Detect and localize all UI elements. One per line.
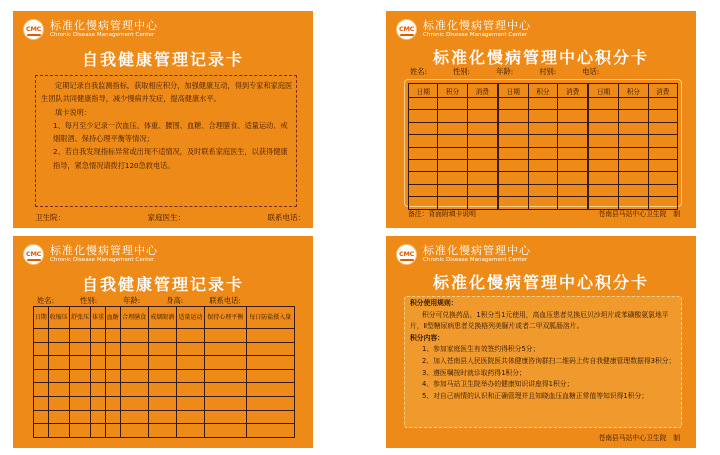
- table-cell[interactable]: [176, 424, 204, 438]
- table-cell[interactable]: [48, 396, 69, 410]
- column-header: 日期: [498, 84, 528, 98]
- record-card-back: [13, 236, 313, 448]
- column-header: 日期: [34, 307, 49, 329]
- table-cell[interactable]: [148, 369, 176, 383]
- column-header: 收缩压: [48, 307, 69, 329]
- table-cell[interactable]: [588, 159, 618, 171]
- center-logo: [396, 19, 531, 40]
- table-cell[interactable]: [91, 383, 106, 397]
- column-header: 积分: [528, 84, 557, 98]
- cmc-logo-icon: CMC: [23, 19, 44, 40]
- table-cell[interactable]: [48, 424, 69, 438]
- table-cell[interactable]: [148, 329, 176, 343]
- rule-item: 1、参加家庭医生有效签约得积分5分；: [422, 345, 540, 354]
- table-cell[interactable]: [246, 356, 294, 370]
- table-cell[interactable]: [648, 147, 678, 159]
- table-cell[interactable]: [409, 110, 438, 122]
- table-cell[interactable]: [467, 110, 497, 122]
- card-title: 自我健康管理记录卡: [81, 275, 244, 294]
- card-title: 标准化慢病管理中心积分卡: [432, 273, 649, 292]
- cmc-logo-icon: CMC: [23, 244, 44, 265]
- table-cell[interactable]: [558, 98, 588, 110]
- table-cell[interactable]: [467, 122, 497, 134]
- table-cell[interactable]: [120, 396, 148, 410]
- column-header: 日期: [588, 84, 618, 98]
- table-cell[interactable]: [409, 135, 438, 147]
- column-header: 血糖: [106, 307, 121, 329]
- table-cell[interactable]: [648, 110, 678, 122]
- notice-item-2: 2、若自我发现指标异常或出现不适情况，及时联系家庭医生，以获得健康指导，紧急情况请拨打120急救电话。: [53, 147, 288, 170]
- table-cell[interactable]: [588, 172, 618, 184]
- table-cell[interactable]: [588, 147, 618, 159]
- table-row: [34, 424, 295, 438]
- points-card-back: [386, 236, 696, 448]
- table-cell[interactable]: [619, 172, 648, 184]
- table-cell[interactable]: [619, 98, 648, 110]
- table-cell[interactable]: [34, 369, 49, 383]
- table-row: [409, 122, 678, 134]
- table-row: [409, 98, 678, 110]
- table-cell[interactable]: [498, 98, 528, 110]
- table-cell[interactable]: [498, 110, 528, 122]
- table-row: [34, 342, 295, 356]
- table-cell[interactable]: [409, 184, 438, 196]
- table-cell[interactable]: [528, 159, 557, 171]
- logo-name-en: Chronic Disease Management Center: [50, 32, 155, 38]
- table-row: [34, 356, 295, 370]
- table-cell[interactable]: [70, 342, 91, 356]
- table-cell[interactable]: [498, 135, 528, 147]
- table-cell[interactable]: [558, 184, 588, 196]
- notice-intro: 定期记录自我监测指标，获取相应积分，加强健康互动，得到专家和家庭医生团队共同健康指导，减少慢病并发症，提高健康水平。: [41, 81, 293, 104]
- table-cell[interactable]: [558, 110, 588, 122]
- rules-body: 积分可兑换药品，1积分当1元使用，高血压患者兑换厄贝沙坦片或苯磺酸氨氯地平片，Ⅱ型糖尿病患者兑换格列美脲片或者二甲双胍肠溶片。: [410, 310, 669, 331]
- table-cell[interactable]: [498, 159, 528, 171]
- table-cell[interactable]: [246, 396, 294, 410]
- table-cell[interactable]: [619, 184, 648, 196]
- table-cell[interactable]: [91, 410, 106, 424]
- table-cell[interactable]: [34, 396, 49, 410]
- patient-info-line: 姓名: 性别: 年龄: 村别: 电话:: [410, 67, 600, 76]
- logo-name-cn: 标准化慢病管理中心: [50, 244, 158, 257]
- table-cell[interactable]: [70, 396, 91, 410]
- table-cell[interactable]: [70, 356, 91, 370]
- table-cell[interactable]: [70, 424, 91, 438]
- table-cell[interactable]: [558, 135, 588, 147]
- table-cell[interactable]: [438, 172, 467, 184]
- table-cell[interactable]: [120, 329, 148, 343]
- table-cell[interactable]: [204, 329, 246, 343]
- table-cell[interactable]: [91, 329, 106, 343]
- table-cell[interactable]: [70, 369, 91, 383]
- table-cell[interactable]: [619, 135, 648, 147]
- table-cell[interactable]: [438, 122, 467, 134]
- table-cell[interactable]: [528, 135, 557, 147]
- table-cell[interactable]: [467, 135, 497, 147]
- table-cell[interactable]: [176, 329, 204, 343]
- table-cell[interactable]: [438, 147, 467, 159]
- column-header: 消费: [648, 84, 678, 98]
- table-cell[interactable]: [34, 356, 49, 370]
- notice-label: 填卡说明：: [55, 107, 91, 117]
- logo-name-en: Chronic Disease Management Center: [423, 257, 528, 263]
- table-cell[interactable]: [498, 172, 528, 184]
- table-cell[interactable]: [498, 147, 528, 159]
- table-cell[interactable]: [409, 147, 438, 159]
- table-cell[interactable]: [176, 396, 204, 410]
- table-cell[interactable]: [409, 98, 438, 110]
- table-row: [409, 172, 678, 184]
- table-cell[interactable]: [409, 159, 438, 171]
- table-cell[interactable]: [91, 396, 106, 410]
- table-row: [34, 329, 295, 343]
- table-cell[interactable]: [106, 410, 121, 424]
- footer-doctor: 家庭医生：: [147, 213, 185, 222]
- table-row: [34, 410, 295, 424]
- table-cell[interactable]: [588, 110, 618, 122]
- table-cell[interactable]: [619, 110, 648, 122]
- notice-item-1: 1、每月至少记录一次血压、体重、腰围、血糖、合理膳食、适量运动、戒烟限酒、保持心理平衡等情况；: [53, 120, 288, 144]
- table-row: [34, 383, 295, 397]
- table-cell[interactable]: [106, 329, 121, 343]
- footer-phone: 联系电话：: [267, 213, 305, 222]
- record-card-front: [13, 11, 313, 228]
- logo-name-cn: 标准化慢病管理中心: [423, 19, 531, 32]
- cmc-logo-icon: CMC: [396, 244, 417, 265]
- table-cell[interactable]: [438, 110, 467, 122]
- column-header: 消费: [558, 84, 588, 98]
- table-row: [34, 396, 295, 410]
- card-footer: [35, 212, 305, 223]
- table-row: [409, 147, 678, 159]
- table-cell[interactable]: [204, 342, 246, 356]
- table-cell[interactable]: [409, 172, 438, 184]
- table-cell[interactable]: [176, 356, 204, 370]
- table-cell[interactable]: [558, 172, 588, 184]
- column-header: 积分: [438, 84, 467, 98]
- table-cell[interactable]: [619, 147, 648, 159]
- table-cell[interactable]: [246, 410, 294, 424]
- table-cell[interactable]: [120, 356, 148, 370]
- table-cell[interactable]: [246, 424, 294, 438]
- points-card-front: [386, 11, 696, 228]
- table-cell[interactable]: [106, 424, 121, 438]
- table-cell[interactable]: [106, 356, 121, 370]
- card-title: 标准化慢病管理中心积分卡: [432, 48, 649, 67]
- table-cell[interactable]: [34, 342, 49, 356]
- table-cell[interactable]: [528, 122, 557, 134]
- table-cell[interactable]: [106, 383, 121, 397]
- column-header: 积分: [619, 84, 648, 98]
- table-cell[interactable]: [558, 147, 588, 159]
- table-cell[interactable]: [120, 410, 148, 424]
- table-cell[interactable]: [528, 197, 557, 209]
- table-cell[interactable]: [588, 122, 618, 134]
- column-header: 体重: [91, 307, 106, 329]
- content-heading: 积分内容：: [410, 333, 444, 342]
- table-cell[interactable]: [148, 342, 176, 356]
- rule-item: 4、参加马站卫生院举办的健康知识讲座得1积分；: [422, 380, 574, 389]
- footer-clinic: 卫生院：: [35, 213, 65, 222]
- table-cell[interactable]: [558, 197, 588, 209]
- logo-name-en: Chronic Disease Management Center: [423, 32, 528, 38]
- column-header: 每日防盐摄入量: [246, 307, 294, 329]
- table-cell[interactable]: [204, 369, 246, 383]
- table-cell[interactable]: [48, 383, 69, 397]
- cmc-logo-icon: CMC: [396, 19, 417, 40]
- center-logo: [396, 244, 531, 265]
- table-cell[interactable]: [34, 424, 49, 438]
- record-table: [33, 306, 295, 438]
- table-cell[interactable]: [176, 369, 204, 383]
- table-cell[interactable]: [106, 369, 121, 383]
- notice-text: [41, 79, 293, 172]
- table-cell[interactable]: [70, 410, 91, 424]
- table-cell[interactable]: [467, 147, 497, 159]
- table-cell[interactable]: [34, 329, 49, 343]
- table-row: [409, 135, 678, 147]
- table-cell[interactable]: [120, 342, 148, 356]
- table-cell[interactable]: [148, 396, 176, 410]
- table-cell[interactable]: [70, 383, 91, 397]
- logo-name-cn: 标准化慢病管理中心: [50, 19, 158, 32]
- table-cell[interactable]: [438, 184, 467, 196]
- patient-info-line: 姓名: 性别: 年龄: 身高: 联系电话:: [37, 296, 241, 305]
- table-cell[interactable]: [148, 383, 176, 397]
- table-cell[interactable]: [648, 184, 678, 196]
- table-cell[interactable]: [619, 159, 648, 171]
- table-cell[interactable]: [91, 424, 106, 438]
- table-cell[interactable]: [409, 122, 438, 134]
- column-header: 戒烟限酒: [148, 307, 176, 329]
- table-cell[interactable]: [204, 383, 246, 397]
- table-cell[interactable]: [588, 135, 618, 147]
- column-header: 适量运动: [176, 307, 204, 329]
- table-cell[interactable]: [648, 159, 678, 171]
- table-cell[interactable]: [467, 172, 497, 184]
- table-cell[interactable]: [106, 342, 121, 356]
- column-header: 消费: [467, 84, 497, 98]
- rule-item: 5、对自己病情的认识和正确管理并且知晓血压血糖正常值等知识得1积分；: [422, 391, 649, 400]
- table-cell[interactable]: [438, 135, 467, 147]
- issuer-org: 苍南县马站中心卫生院 制: [598, 434, 680, 442]
- table-cell[interactable]: [120, 369, 148, 383]
- rule-item: 3、遵医嘱按时就诊取药得1积分；: [422, 368, 526, 377]
- center-logo: [23, 244, 158, 265]
- logo-name-cn: 标准化慢病管理中心: [423, 244, 531, 257]
- table-cell[interactable]: [176, 383, 204, 397]
- table-cell[interactable]: [467, 98, 497, 110]
- table-cell[interactable]: [588, 184, 618, 196]
- table-cell[interactable]: [528, 184, 557, 196]
- issuer-org: 苍南县马站中心卫生院 制: [598, 210, 680, 218]
- table-cell[interactable]: [528, 98, 557, 110]
- table-cell[interactable]: [246, 329, 294, 343]
- rules-heading: 积分使用规则：: [410, 299, 458, 307]
- table-row: [409, 110, 678, 122]
- table-cell[interactable]: [48, 410, 69, 424]
- bottom-note: 备注：背面附填卡说明: [408, 210, 476, 218]
- table-cell[interactable]: [204, 396, 246, 410]
- table-cell[interactable]: [120, 424, 148, 438]
- table-row: [409, 159, 678, 171]
- table-cell[interactable]: [498, 122, 528, 134]
- logo-name-en: Chronic Disease Management Center: [50, 257, 155, 263]
- table-cell[interactable]: [204, 410, 246, 424]
- table-cell[interactable]: [467, 184, 497, 196]
- table-cell[interactable]: [246, 383, 294, 397]
- table-cell[interactable]: [648, 172, 678, 184]
- center-logo: [23, 19, 158, 40]
- table-cell[interactable]: [438, 98, 467, 110]
- table-cell[interactable]: [148, 410, 176, 424]
- rule-item: 2、加入苍南县人民医院医共体健康咨询群扫二维码上传自我健康管理数据得3积分；: [422, 356, 676, 365]
- table-cell[interactable]: [176, 342, 204, 356]
- column-header: 日期: [409, 84, 438, 98]
- table-cell[interactable]: [48, 329, 69, 343]
- table-row: [34, 369, 295, 383]
- table-cell[interactable]: [528, 147, 557, 159]
- table-cell[interactable]: [528, 172, 557, 184]
- table-cell[interactable]: [558, 122, 588, 134]
- table-cell[interactable]: [498, 197, 528, 209]
- points-table: [408, 83, 678, 210]
- table-cell[interactable]: [91, 356, 106, 370]
- table-cell[interactable]: [204, 424, 246, 438]
- card-title: 自我健康管理记录卡: [81, 50, 244, 69]
- table-cell[interactable]: [648, 98, 678, 110]
- table-cell[interactable]: [558, 159, 588, 171]
- table-cell[interactable]: [204, 356, 246, 370]
- table-cell[interactable]: [106, 396, 121, 410]
- table-cell[interactable]: [148, 356, 176, 370]
- rules-text: [410, 298, 678, 402]
- table-cell[interactable]: [246, 342, 294, 356]
- table-cell[interactable]: [91, 342, 106, 356]
- table-cell[interactable]: [48, 356, 69, 370]
- table-cell[interactable]: [588, 98, 618, 110]
- table-cell[interactable]: [120, 383, 148, 397]
- table-cell[interactable]: [438, 159, 467, 171]
- table-cell[interactable]: [70, 329, 91, 343]
- column-header: 保持心理平衡: [204, 307, 246, 329]
- table-cell[interactable]: [648, 135, 678, 147]
- table-cell[interactable]: [34, 383, 49, 397]
- table-cell[interactable]: [91, 369, 106, 383]
- table-cell[interactable]: [528, 110, 557, 122]
- table-cell[interactable]: [619, 122, 648, 134]
- column-header: 合理膳食: [120, 307, 148, 329]
- table-cell[interactable]: [246, 369, 294, 383]
- table-cell[interactable]: [48, 342, 69, 356]
- table-cell[interactable]: [498, 184, 528, 196]
- table-cell[interactable]: [48, 369, 69, 383]
- table-cell[interactable]: [648, 122, 678, 134]
- table-cell[interactable]: [467, 159, 497, 171]
- table-cell[interactable]: [176, 410, 204, 424]
- table-cell[interactable]: [34, 410, 49, 424]
- table-cell[interactable]: [148, 424, 176, 438]
- table-row: [409, 184, 678, 196]
- column-header: 舒张压: [70, 307, 91, 329]
